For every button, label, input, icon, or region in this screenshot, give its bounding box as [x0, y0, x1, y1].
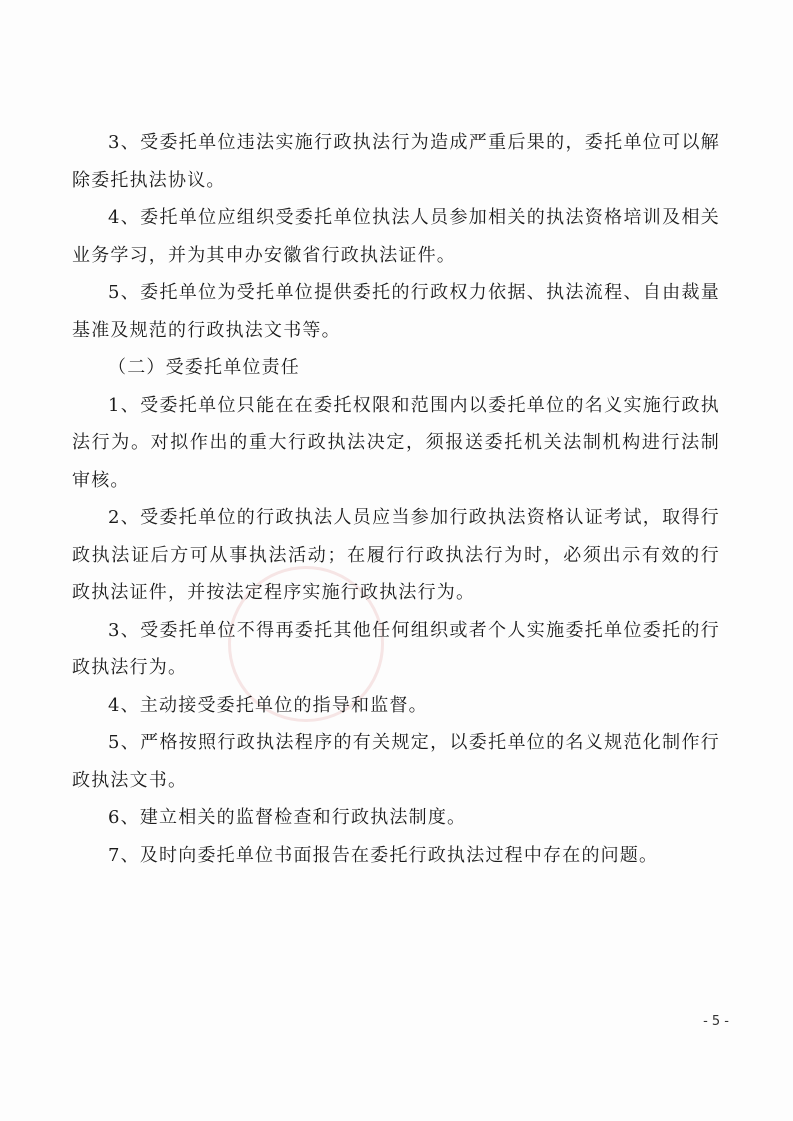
page-number: - 5 - [703, 1014, 729, 1029]
paragraph: 3、受委托单位不得再委托其他任何组织或者个人实施委托单位委托的行政执法行为。 [72, 619, 720, 678]
paragraph: 4、委托单位应组织受委托单位执法人员参加相关的执法资格培训及相关业务学习，并为其申办安徽省行政执法证件。 [72, 207, 720, 266]
paragraph: 6、建立相关的监督检查和行政执法制度。 [108, 807, 467, 828]
paragraph: 5、严格按照行政执法程序的有关规定，以委托单位的名义规范化制作行政执法文书。 [72, 732, 720, 791]
paragraph: 4、主动接受委托单位的指导和监督。 [108, 694, 428, 716]
paragraph: 5、委托单位为受托单位提供委托的行政权力依据、执法流程、自由裁量基准及规范的行政执法文书等。 [72, 282, 720, 341]
section-heading: （二）受委托单位责任 [108, 357, 300, 378]
paragraph: 2、受委托单位的行政执法人员应当参加行政执法资格认证考试，取得行政执法证后方可从事执法活动；在履行行政执法行为时，必须出示有效的行政执法证件，并按法定程序实施行政执法行为。 [72, 507, 720, 603]
paragraph: 3、受委托单位违法实施行政执法行为造成严重后果的，委托单位可以解除委托执法协议。 [72, 132, 720, 191]
paragraph: 7、及时向委托单位书面报告在委托行政执法过程中存在的问题。 [108, 844, 659, 866]
paragraph: 1、受委托单位只能在在委托权限和范围内以委托单位的名义实施行政执法行为。对拟作出的重大行政执法决定，须报送委托机关法制机构进行法制审核。 [72, 394, 720, 491]
document-body [72, 124, 720, 874]
